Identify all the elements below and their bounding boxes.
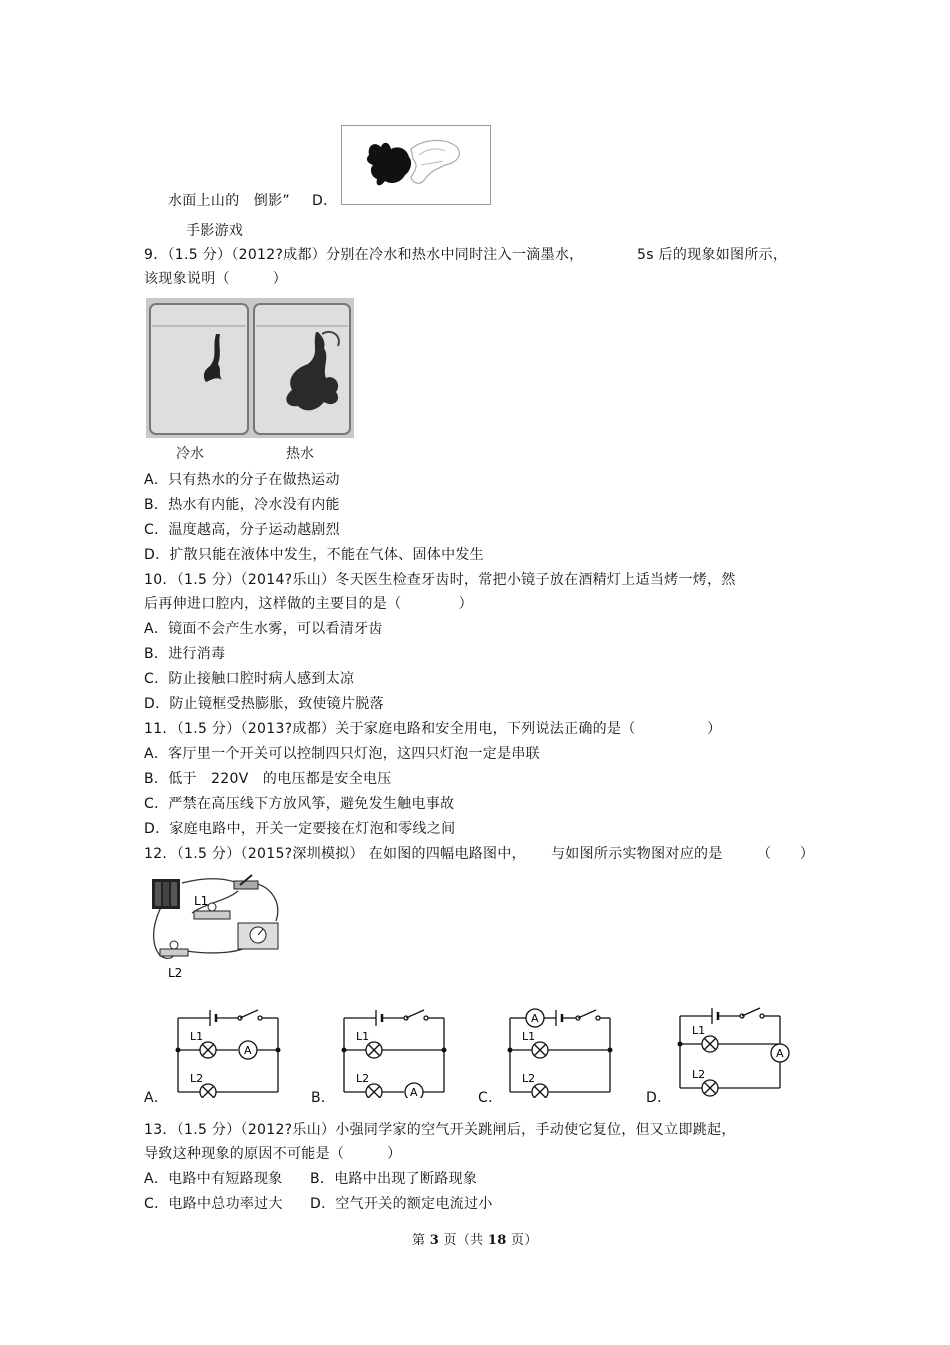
- q13-option-d: D．空气开关的额定电流过小: [310, 1196, 493, 1212]
- lamp-l2-label: L2: [356, 1072, 370, 1085]
- hand-shadow-figure: [341, 125, 491, 205]
- physical-circuit-figure: [146, 873, 288, 985]
- q12-stem-paren: （ ）: [757, 846, 815, 862]
- q10-stem-line1: 10．（1.5 分）（2014?乐山）冬天医生检查牙齿时，常把小镜子放在酒精灯上适当烤一烤，然: [144, 572, 736, 588]
- q9-option-c: C．温度越高，分子运动越剧烈: [144, 522, 340, 538]
- q11-stem: 11．（1.5 分）（2013?成都）关于家庭电路和安全用电，下列说法正确的是（ ）: [144, 721, 722, 737]
- circuit-diagram-a: [168, 1002, 288, 1098]
- q11-option-a: A．客厅里一个开关可以控制四只灯泡，这四只灯泡一定是串联: [144, 746, 540, 762]
- footer-prefix: 第: [412, 1233, 426, 1248]
- q13-option-a: A．电路中有短路现象: [144, 1171, 283, 1187]
- hot-water-label: 热水: [286, 446, 314, 462]
- lamp-l1-label: L1: [692, 1024, 706, 1037]
- q12-stem-right: 与如图所示实物图对应的是: [551, 846, 723, 862]
- q9-stem-line1-right: 5s 后的现象如图所示，: [637, 247, 788, 263]
- q11-option-d: D．家庭电路中，开关一定要接在灯泡和零线之间: [144, 821, 456, 837]
- q10-option-d: D．防止镜框受热膨胀，致使镜片脱落: [144, 696, 384, 712]
- q12-option-c-label: C．: [478, 1090, 503, 1106]
- q9-stem-line2: 该现象说明（ ）: [144, 271, 287, 287]
- ammeter-symbol: A: [244, 1044, 252, 1057]
- lamp-l1-label: L1: [356, 1030, 370, 1043]
- q9-option-a: A．只有热水的分子在做热运动: [144, 472, 340, 488]
- q13-stem-line2: 导致这种现象的原因不可能是（ ）: [144, 1146, 402, 1162]
- ink-diffusion-figure: [146, 298, 354, 464]
- q12-option-a-label: A．: [144, 1090, 169, 1106]
- page-footer: [412, 1232, 538, 1250]
- q12-option-d-label: D．: [646, 1090, 672, 1106]
- q10-stem-line2: 后再伸进口腔内，这样做的主要目的是（ ）: [144, 596, 473, 612]
- q11-option-b: B．低于 220V 的电压都是安全电压: [144, 771, 392, 787]
- q13-stem-line1: 13．（1.5 分）（2012?乐山）小强同学家的空气开关跳闸后，手动使它复位，但又立即跳起，: [144, 1122, 736, 1138]
- ammeter-symbol: A: [531, 1012, 539, 1025]
- q13-option-b: B．电路中出现了断路现象: [310, 1171, 478, 1187]
- footer-suffix: 页）: [511, 1233, 538, 1248]
- lamp-l2-label: L2: [692, 1068, 706, 1081]
- ammeter-symbol: A: [776, 1047, 784, 1060]
- footer-total-pages: 18: [487, 1233, 507, 1248]
- q8-option-d-label: D．: [312, 193, 338, 209]
- photo-label-l1: L1: [194, 894, 209, 908]
- photo-label-l2: L2: [168, 966, 183, 980]
- circuit-diagram-b: [334, 1002, 454, 1098]
- q12-stem: 12．（1.5 分）（2015?深圳模拟） 在如图的四幅电路图中，: [144, 846, 526, 862]
- q9-option-b: B．热水有内能，冷水没有内能: [144, 497, 340, 513]
- circuit-diagram-c: [500, 1002, 620, 1098]
- q8-option-d-text: 手影游戏: [186, 223, 244, 239]
- lamp-l1-label: L1: [522, 1030, 536, 1043]
- footer-mid: 页（共: [443, 1233, 484, 1248]
- footer-page-number: 3: [429, 1233, 440, 1248]
- q9-option-d: D．扩散只能在液体中发生，不能在气体、固体中发生: [144, 547, 484, 563]
- lamp-l2-label: L2: [522, 1072, 536, 1085]
- q10-option-a: A．镜面不会产生水雾，可以看清牙齿: [144, 621, 383, 637]
- lamp-l2-label: L2: [190, 1072, 204, 1085]
- q13-option-c: C．电路中总功率过大: [144, 1196, 283, 1212]
- q11-option-c: C．严禁在高压线下方放风筝，避免发生触电事故: [144, 796, 455, 812]
- lamp-l1-label: L1: [190, 1030, 204, 1043]
- q8-option-c-tail: 水面上山的 倒影”: [168, 193, 290, 209]
- q9-stem-line1: 9．（1.5 分）（2012?成都）分别在冷水和热水中同时注入一滴墨水，: [144, 247, 584, 263]
- q10-option-b: B．进行消毒: [144, 646, 226, 662]
- q10-option-c: C．防止接触口腔时病人感到太凉: [144, 671, 355, 687]
- q12-option-b-label: B．: [311, 1090, 336, 1106]
- ammeter-symbol: A: [410, 1086, 418, 1098]
- circuit-diagram-d: [670, 1000, 800, 1098]
- cold-water-label: 冷水: [176, 446, 204, 462]
